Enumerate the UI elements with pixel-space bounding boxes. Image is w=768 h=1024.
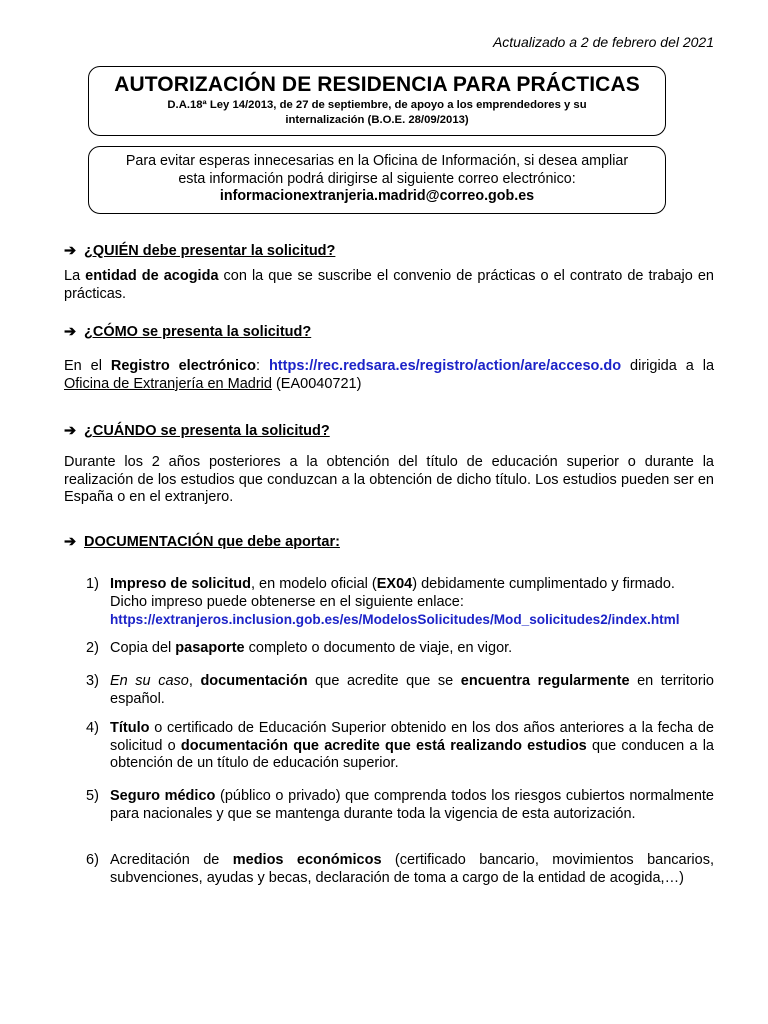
office-name: Oficina de Extranjería en Madrid	[64, 375, 272, 392]
arrow-right-icon: ➔	[64, 243, 77, 259]
title-box	[88, 66, 666, 136]
list-item: 4) Título o certificado de Educación Superior obtenido en los dos años anteriores a la fecha de solicitud o documentación que acredite que está realizando estudios que conducen a la obtención de un título de educación superior.	[86, 720, 714, 771]
arrow-right-icon: ➔	[64, 324, 77, 340]
contact-email[interactable]: informacionextranjeria.madrid@correo.gob.es	[219, 188, 535, 204]
list-item: 5) Seguro médico (público o privado) que comprenda todos los riesgos cubiertos normalmente para nacionales y que se mantenga durante toda la vigencia de esta autorización.	[86, 788, 714, 822]
info-box	[88, 146, 666, 214]
legal-reference: D.A.18ª Ley 14/2013, de 27 de septiembre, de apoyo a los emprendedores y su internalización (B.O.E. 28/09/2013)	[167, 99, 587, 126]
how-paragraph: En el Registro electrónico: https://rec.redsara.es/registro/action/are/acceso.do dirigida a la Oficina de Extranjería en Madrid (EA0040721)	[64, 358, 715, 392]
list-item: 6) Acreditación de medios económicos (certificado bancario, movimientos bancarios, subvenciones, ayudas y becas, declaración de toma a cargo de la entidad de acogida,…)	[86, 852, 714, 886]
section-heading-docs: ➔ DOCUMENTACIÓN que debe aportar:	[64, 534, 340, 550]
section-heading-when: ➔ ¿CUÁNDO se presenta la solicitud?	[64, 423, 330, 439]
info-line-2: esta información podrá dirigirse al siguiente correo electrónico:	[178, 170, 576, 187]
updated-date: Actualizado a 2 de febrero del 2021	[492, 34, 714, 50]
arrow-right-icon: ➔	[64, 423, 77, 439]
list-item: 3) En su caso, documentación que acredite que se encuentra regularmente en territorio español.	[86, 673, 714, 707]
form-download-link[interactable]: https://extranjeros.inclusion.gob.es/es/ModelosSolicitudes/Mod_solicitudes2/index.html	[110, 612, 680, 627]
section-heading-who: ➔ ¿QUIÉN debe presentar la solicitud?	[64, 243, 336, 259]
page-title: AUTORIZACIÓN DE RESIDENCIA PARA PRÁCTICAS	[114, 73, 640, 96]
list-item: 1) Impreso de solicitud, en modelo oficial (EX04) debidamente cumplimentado y firmado. Dicho impreso puede obtenerse en el siguiente enlace: https://extranjeros.inclusion.gob.es/es/ModelosSolicitudes/Mod_solicitudes2/index.html	[86, 576, 714, 629]
info-line-1: Para evitar esperas innecesarias en la Oficina de Información, si desea ampliar	[125, 153, 629, 169]
registry-link[interactable]: https://rec.redsara.es/registro/action/are/acceso.do	[268, 358, 622, 374]
when-paragraph: Durante los 2 años posteriores a la obtención del título de educación superior o durante la realización de los estudios que conduzcan a la obtención de dicho título. Los estudios pueden ser en España o en el extranjero.	[64, 454, 714, 505]
who-paragraph: La entidad de acogida con la que se suscribe el convenio de prácticas o el contrato de trabajo en prácticas.	[64, 268, 714, 302]
list-item: 2) Copia del pasaporte completo o documento de viaje, en vigor.	[86, 640, 513, 656]
section-heading-how: ➔ ¿CÓMO se presenta la solicitud?	[64, 324, 312, 340]
arrow-right-icon: ➔	[64, 534, 77, 550]
